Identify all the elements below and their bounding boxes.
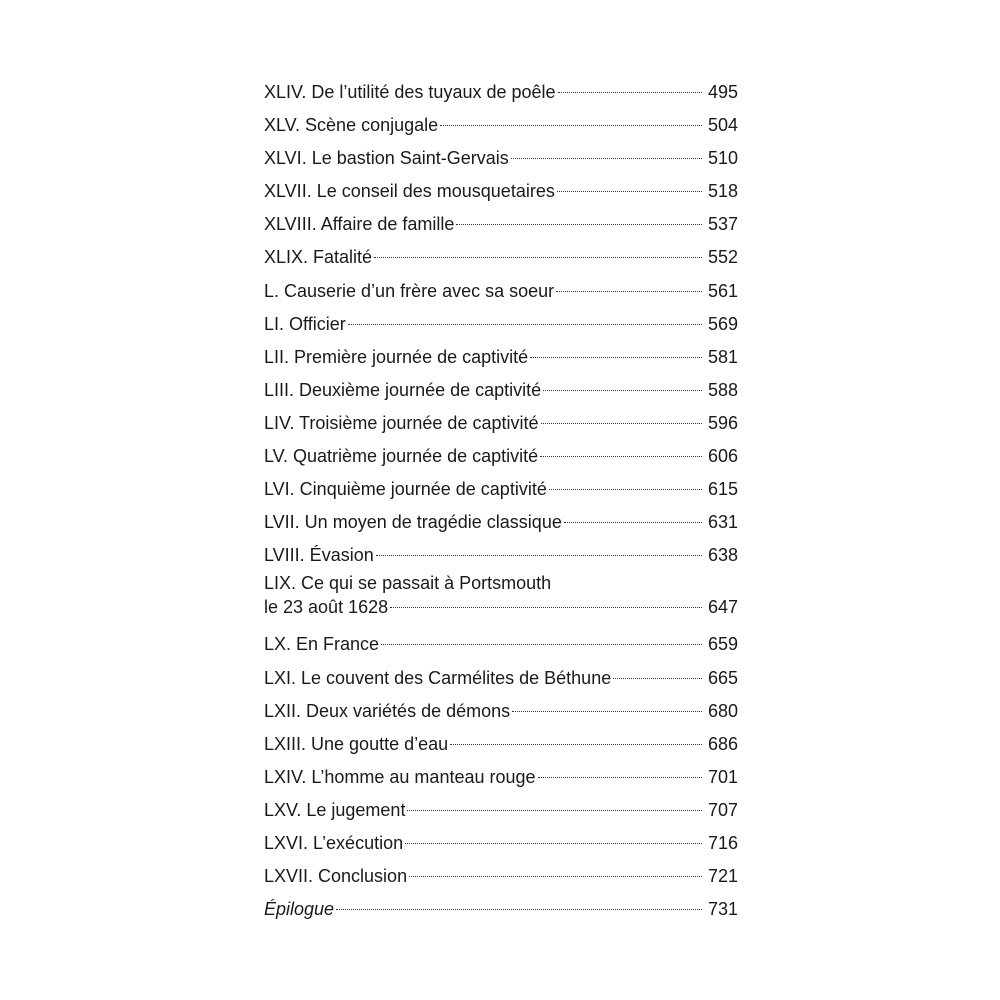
toc-entry-page: 588 [707, 379, 738, 400]
dot-leader [409, 876, 702, 877]
toc-entry-page: 631 [707, 512, 738, 533]
toc-entry [264, 308, 738, 341]
toc-entry [264, 572, 738, 628]
toc-entry [264, 76, 738, 109]
toc-entry-title: L. Causerie d’un frère avec sa soeur [264, 280, 555, 301]
toc-entry-page: 731 [707, 899, 738, 920]
dot-leader [543, 390, 702, 391]
toc-entry-title: LVI. Cinquième journée de captivité [264, 479, 547, 500]
toc-entry [264, 175, 738, 208]
toc-entry-page: 707 [707, 799, 738, 820]
dot-leader [549, 489, 702, 490]
toc-entry-page: 596 [707, 412, 738, 433]
dot-leader [374, 257, 702, 258]
toc-entry-title: LXIV. L’homme au manteau rouge [264, 766, 536, 787]
toc-entry-title: LII. Première journée de captivité [264, 346, 529, 367]
toc-entry-page: 665 [707, 667, 738, 688]
toc-entry-page: 561 [707, 280, 738, 301]
toc-entry-title: LV. Quatrième journée de captivité [264, 446, 539, 467]
toc-entry-page: 569 [707, 313, 738, 334]
toc-entry-title: LVIII. Évasion [264, 545, 374, 566]
toc-entry-page: 504 [707, 115, 738, 136]
toc-entry-page: 659 [707, 634, 738, 655]
dot-leader [511, 158, 702, 159]
dot-leader [556, 291, 702, 292]
dot-leader [407, 810, 702, 811]
toc-entry [264, 208, 738, 241]
toc-entry [264, 628, 738, 661]
toc-entry-title: XLIX. Fatalité [264, 247, 373, 268]
toc-entry-title: LXI. Le couvent des Carmélites de Béthune [264, 667, 612, 688]
toc-entry-continuation [264, 595, 738, 619]
dot-leader [557, 191, 702, 192]
dot-leader [381, 644, 702, 645]
toc-entry [264, 794, 738, 827]
dot-leader [530, 357, 702, 358]
toc-entry-title: LXVI. L’exécution [264, 832, 404, 853]
toc-entry [264, 506, 738, 539]
toc-entry-title: LXV. Le jugement [264, 799, 406, 820]
toc-entry [264, 374, 738, 407]
toc-entry [264, 109, 738, 142]
table-of-contents [264, 76, 738, 926]
toc-entry-page: 495 [707, 82, 738, 102]
dot-leader [390, 607, 702, 608]
dot-leader [336, 909, 702, 910]
dot-leader [405, 843, 702, 844]
toc-entry [264, 662, 738, 695]
toc-entry-title: LXII. Deux variétés de démons [264, 700, 511, 721]
toc-entry-title: Épilogue [264, 899, 335, 920]
toc-entry-title: LIV. Troisième journée de captivité [264, 412, 539, 433]
toc-entry-title: XLVI. Le bastion Saint-Gervais [264, 148, 509, 169]
toc-entry-title: XLVII. Le conseil des mousquetaires [264, 181, 555, 202]
dot-leader [348, 324, 702, 325]
toc-entry-page: 510 [707, 148, 738, 169]
toc-entry-page: 606 [707, 446, 738, 467]
toc-entry [264, 728, 738, 761]
toc-entry [264, 440, 738, 473]
toc-entry-page: 638 [707, 545, 738, 566]
toc-entry-title: XLVIII. Affaire de famille [264, 214, 455, 235]
toc-entry-page: 686 [707, 733, 738, 754]
toc-entry-title: LVII. Un moyen de tragédie classique [264, 512, 562, 533]
toc-entry-title: LIX. Ce qui se passait à Portsmouth [264, 573, 552, 594]
dot-leader [613, 678, 702, 679]
toc-entry-page: 537 [707, 214, 738, 235]
toc-entry-title-line2: le 23 août 1628 [264, 597, 389, 618]
toc-entry [264, 341, 738, 374]
dot-leader [540, 456, 702, 457]
toc-entry-title: XLIV. De l’utilité des tuyaux de poêle [264, 82, 556, 102]
toc-entry-title: XLV. Scène conjugale [264, 115, 439, 136]
dot-leader [512, 711, 702, 712]
toc-entry-page: 552 [707, 247, 738, 268]
dot-leader [456, 224, 702, 225]
dot-leader [450, 744, 702, 745]
toc-entry-page: 721 [707, 866, 738, 887]
dot-leader [376, 555, 702, 556]
toc-entry [264, 407, 738, 440]
toc-entry-page: 716 [707, 832, 738, 853]
toc-entry-title: LX. En France [264, 634, 380, 655]
toc-entry [264, 860, 738, 893]
toc-entry [264, 893, 738, 926]
dot-leader [440, 125, 702, 126]
toc-entry [264, 539, 738, 572]
dot-leader [538, 777, 702, 778]
toc-entry [264, 695, 738, 728]
toc-entry-page: 518 [707, 181, 738, 202]
toc-entry [264, 241, 738, 274]
toc-entry [264, 827, 738, 860]
toc-entry [264, 761, 738, 794]
toc-entry-title: LI. Officier [264, 313, 346, 334]
toc-entry [264, 275, 738, 308]
dot-leader [564, 522, 702, 523]
dot-leader [558, 92, 702, 93]
toc-entry-title: LXIII. Une goutte d’eau [264, 733, 449, 754]
toc-entry [264, 142, 738, 175]
toc-entry-page: 615 [707, 479, 738, 500]
dot-leader [541, 423, 703, 424]
toc-entry-page: 680 [707, 700, 738, 721]
toc-entry-page: 581 [707, 346, 738, 367]
toc-entry [264, 473, 738, 506]
toc-entry-page: 701 [707, 766, 738, 787]
toc-entry-title: LXVII. Conclusion [264, 866, 408, 887]
toc-entry-page: 647 [707, 597, 738, 618]
toc-entry-title: LIII. Deuxième journée de captivité [264, 379, 542, 400]
